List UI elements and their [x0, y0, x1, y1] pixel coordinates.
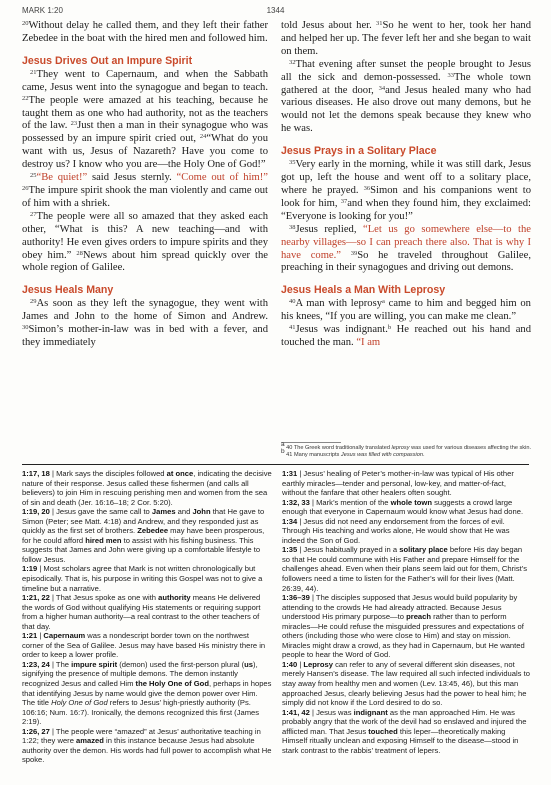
study-note: 1:21 | Capernaum was a nondescript border town on the northwest corner of the Sea of Galilee. Jesus may have based His ministry there in order to keep a lower profile.	[22, 631, 266, 660]
section-heading: Jesus Drives Out an Impure Spirit	[22, 54, 193, 67]
section-heading: Jesus Heals a Man With Leprosy	[281, 284, 446, 297]
study-note: 1:26, 27 | The people were “amazed” at Jesus’ authoritative teaching in 1:22; they were amazed in this instance because Jesus had absolute authority over the demon. His words had full power to accomplish what He spoke.	[22, 726, 272, 765]
study-note: 1:40 | Leprosy can refer to any of several different skin diseases, not merely Hansen’s disease. The law required all such infected individuals to stay away from healthy men and women (Lev. 13:45, 46), but this man approached Jesus, clearly believing Jesus had the power to heal him; he simply did not know if the Lord desired to do so.	[282, 659, 530, 708]
verse-paragraph: $^{38}$Jesus replied, “Let us go somewhere else—to the nearby villages—so I can preach there also. That is why I have come.” $^{39}$So he traveled throughout Galilee, preaching in their synagogues and driving out demons.	[281, 223, 531, 274]
scripture-column-left	[22, 20, 268, 350]
verse-paragraph: $^{32}$That evening after sunset the people brought to Jesus all the sick and demon-possessed. $^{33}$The whole town gathered at the door, $^{34}$and Jesus healed many who had various diseases. He also drove out many demons, but he would not let the demons speak because they knew who he was.	[281, 58, 532, 135]
verse-paragraph: told Jesus about her. $^{31}$So he went to her, took her hand and helped her up. The fever left her and she began to wait on them.	[281, 20, 531, 57]
study-notes-left	[22, 469, 272, 765]
study-note: 1:23, 24 | The impure spirit (demon) used the first-person plural (us), signifying the presence of multiple demons. The demon instantly recognized Jesus and called Him the Holy One of God, perhaps in hopes that identifying Jesus by name would give the demon power over Him. The title Holy One of God refers to Jesus’ high-priestly authority (Ps. 106:16; Num. 16:7). Ironically, the demons recognized this first (James 2:19).	[22, 659, 272, 727]
section-heading: Jesus Heals Many	[22, 284, 114, 297]
study-note: 1:31 | Jesus’ healing of Peter’s mother-in-law was typical of His other earthly miracles—tender and personal, low-key, and matter-of-fact, without the fanfare that other healers often sought.	[282, 469, 514, 498]
study-notes-right	[282, 469, 532, 755]
footnotes: $^a$ 40 The Greek word traditionally translated leprosy was used for various diseases affecting the skin. $^b$ 41 Many manuscripts Jesus was filled with compassion.	[281, 441, 532, 459]
verse-paragraph: $^{35}$Very early in the morning, while it was still dark, Jesus got up, left the house and went off to a solitary place, where he prayed. $^{36}$Simon and his companions went to look for him, $^{37}$and when they found him, they exclaimed: “Everyone is looking for you!”	[281, 159, 531, 222]
footnote-rule	[281, 442, 341, 443]
verse-paragraph: $^{40}$A man with leprosy$^a$ came to him and begged him on his knees, “If you are willing, you can make me clean.”	[281, 298, 531, 323]
study-note: 1:32, 33 | Mark’s mention of the whole town suggests a crowd large enough that everyone in Capernaum would know what Jesus had done.	[282, 497, 524, 517]
running-header	[22, 4, 529, 18]
study-note: 1:41, 42 | Jesus was indignant as the man approached Him. He was probably angry that the work of the devil had so enslaved and injured the afflicted man. That Jesus touched this leper—theoretically making Himself ritually unclean and exposing Himself to the disease—stood in stark contrast to the rabbis’ treatment of lepers.	[282, 707, 527, 755]
page-number: 1344	[266, 6, 285, 15]
chapter-reference: MARK 1:20	[22, 6, 63, 15]
verse-paragraph: $^{41}$Jesus was indignant.$^b$ He reached out his hand and touched the man. “I am	[281, 324, 531, 349]
section-heading: Jesus Prays in a Solitary Place	[281, 145, 437, 158]
verse-paragraph: $^{25}$“Be quiet!” said Jesus sternly. “Come out of him!” $^{26}$The impure spirit shook the man violently and came out of him with a shriek.	[22, 172, 268, 209]
study-note: 1:19 | Most scholars agree that Mark is not written chronologically but episodically. That is, his purpose in writing this Gospel was not to give a timeline but a narrative.	[22, 564, 263, 593]
study-note: 1:34 | Jesus did not need any endorsement from the forces of evil. Through His teaching and works alone, He would show that He was indeed the Son of God.	[282, 516, 510, 545]
verse-paragraph: $^{20}$Without delay he called them, and they left their father Zebedee in the boat with the hired men and followed him.	[22, 20, 268, 44]
study-note: 1:19, 20 | Jesus gave the same call to James and John that He gave to Simon (Peter; see Matt. 4:18) and Andrew, and they responded just as quickly as the first set of brothers. Zebedee may have been prosperous, for he could afford hired men to assist with his fishing business. This suggests that James and John were giving up a comfortable lifestyle to follow Jesus.	[22, 507, 265, 564]
study-notes-divider	[22, 464, 529, 465]
study-note: 1:36–39 | The disciples supposed that Jesus would build popularity by attending to the crowds He had already attracted. Because Jesus understood His primary purpose—to preach rather than to perform miracles—He could refuse the misguided pressures and expectations of others (including those who were close to Him) and stay on mission. Miracles might draw a crowd, as they had in Capernaum, but He wanted people to hear the Word of God.	[282, 593, 525, 660]
study-note: 1:21, 22 | That Jesus spoke as one with authority means He delivered the words of God without qualifying His statements or requiring support from a higher human authority—a real contrast to the other teachers of that day.	[22, 593, 261, 631]
study-note: 1:17, 18 | Mark says the disciples followed at once, indicating the decisive nature of their response. Jesus called these fishermen (and calls all believers) to join Him in rescuing perishing men and women from the sea of sin and death (Jer. 16:16–18; 2 Cor. 5:20).	[22, 469, 272, 507]
study-note: 1:35 | Jesus habitually prayed in a solitary place before His day began so that He could commune with His Father and prepare Himself for the challenges ahead. Even when their plans seem laid out for them, Christ’s followers need a time to listen for the Father’s will for their lives (Matt. 26:39, 44).	[282, 545, 528, 593]
verse-paragraph: $^{27}$The people were all so amazed that they asked each other, “What is this? A new teaching—and with authority! He even gives orders to impure spirits and they obey him.” $^{28}$News about him spread quickly over the whole region of Galilee.	[22, 210, 268, 274]
verse-paragraph: $^{29}$As soon as they left the synagogue, they went with James and John to the home of Simon and Andrew. $^{30}$Simon’s mother-in-law was in bed with a fever, and they immediately	[22, 298, 268, 349]
scripture-column-right	[281, 20, 531, 350]
verse-paragraph: $^{21}$They went to Capernaum, and when the Sabbath came, Jesus went into the synagogue and began to teach. $^{22}$The people were amazed at his teaching, because he taught them as one who had authority, not as the teachers of the law. $^{23}$Just then a man in their synagogue who was possessed by an impure spirit cried out, $^{24}$“What do you want with us, Jesus of Nazareth? Have you come to destroy us? I know who you are—the Holy One of God!”	[22, 68, 268, 171]
